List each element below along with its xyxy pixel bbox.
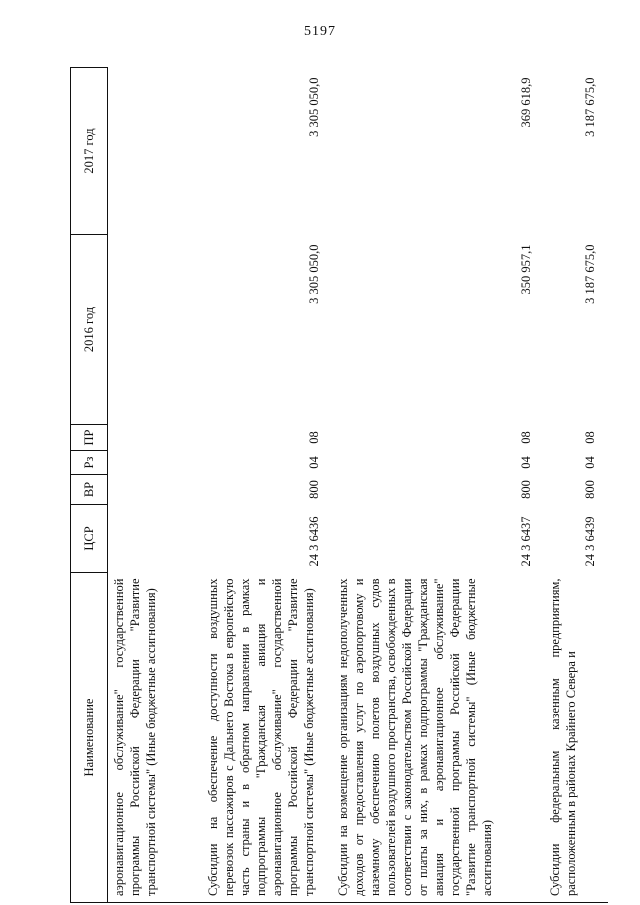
- row-2017: 369 618,9: [519, 77, 533, 128]
- row-csr: 24 3 6436: [307, 516, 321, 567]
- row-2016: 3 305 050,0: [307, 244, 321, 304]
- row-name: Субсидии федеральным казенным предприятиям, расположенным в районах Крайнего Севера и: [544, 573, 608, 903]
- row-vr: 800: [307, 480, 321, 499]
- row-rz: 04: [519, 456, 533, 469]
- row-pr: 08: [519, 431, 533, 444]
- row-2016: 3 187 675,0: [583, 244, 597, 304]
- header-vr: ВР: [71, 475, 108, 505]
- row-vr: 800: [519, 480, 533, 499]
- table-container: [70, 68, 597, 903]
- row-vr: 800: [583, 480, 597, 499]
- row-2017: 3 187 675,0: [583, 77, 597, 137]
- row-2016: [108, 235, 203, 425]
- page-number: 5197: [304, 24, 336, 39]
- row-vr: [108, 475, 203, 505]
- row-pr: 08: [307, 431, 321, 444]
- row-rz: 04: [583, 456, 597, 469]
- row-2017: 3 305 050,0: [307, 77, 321, 137]
- header-2016: 2016 год: [71, 235, 108, 425]
- row-csr: 24 3 6437: [519, 516, 533, 567]
- table-row: [544, 68, 608, 903]
- header-2017: 2017 год: [71, 68, 108, 235]
- row-csr: 24 3 6439: [583, 516, 597, 567]
- budget-table: [70, 67, 608, 903]
- header-pr: ПР: [71, 425, 108, 451]
- row-name: Субсидии на возмещение организациям недополученных доходов от предоставления услуг по аэропортовому и наземному обеспечению полетов воздушных судов пользователей воздушного пространства, освобожденных в соответствии с законодательством Российской Федерации от платы за них, в рамках подпрограммы "Гражданская авиация и аэронавигационное обслуживание" государственной программы Российской Федерации "Развитие транспортной системы" (Иные бюджетные ассигнования): [332, 573, 544, 903]
- row-pr: [108, 425, 203, 451]
- row-rz: 04: [307, 456, 321, 469]
- row-name: Субсидии на обеспечение доступности воздушных перевозок пассажиров с Дальнего Востока в европейскую часть страны и в обратном направлении в рамках подпрограммы "Гражданская авиация и аэронавигационное обслуживание" государственной программы Российской Федерации "Развитие транспортной системы" (Иные бюджетные ассигнования): [202, 573, 332, 903]
- header-rz: Рз: [71, 451, 108, 475]
- table-header: [71, 68, 108, 903]
- row-rz: [108, 451, 203, 475]
- table-row: [202, 68, 332, 903]
- row-2017: [108, 68, 203, 235]
- rotated-page: [70, 68, 597, 903]
- header-csr: ЦСР: [71, 505, 108, 573]
- row-pr: 08: [583, 431, 597, 444]
- header-name: Наименование: [71, 573, 108, 903]
- table-row: [332, 68, 544, 903]
- row-csr: [108, 505, 203, 573]
- row-2016: 350 957,1: [519, 244, 533, 295]
- row-name: аэронавигационное обслуживание" государственной программы Российской Федерации "Развитие транспортной системы" (Иные бюджетные ассигнования): [108, 573, 203, 903]
- table-row: [108, 68, 203, 903]
